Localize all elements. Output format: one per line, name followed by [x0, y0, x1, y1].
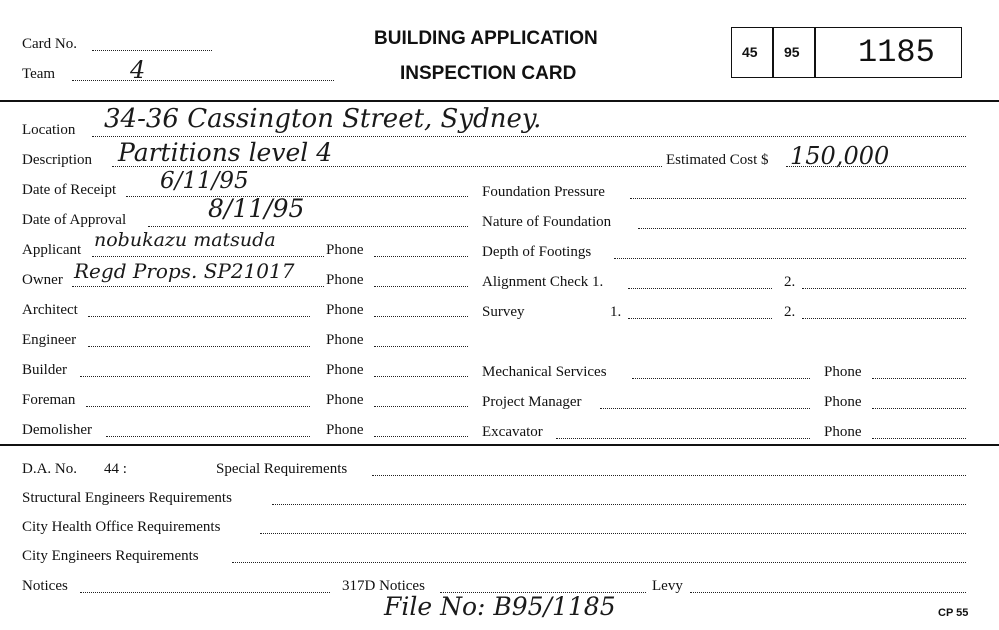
notices-317d-label: 317D Notices [342, 578, 425, 594]
da-no-value: 44 : [104, 461, 127, 477]
architect-phone-label: Phone [326, 302, 364, 318]
foreman-phone-line [374, 406, 468, 407]
demolisher-phone-label: Phone [326, 422, 364, 438]
owner-label: Owner [22, 272, 63, 288]
file-number: File No: B95/1185 [384, 592, 616, 621]
engineer-label: Engineer [22, 332, 77, 348]
demolisher-phone-line [374, 436, 468, 437]
header-rule [0, 100, 999, 102]
levy-label: Levy [652, 578, 683, 594]
engineer-phone-line [374, 346, 468, 347]
form-code: CP 55 [938, 607, 969, 619]
excavator-phone-label: Phone [824, 424, 862, 440]
mechanical-services-label: Mechanical Services [482, 364, 607, 380]
special-requirements-label: Special Requirements [216, 461, 348, 477]
mechanical-phone-line [872, 378, 966, 379]
survey-line-2 [802, 318, 966, 319]
date-receipt-value: 6/11/95 [160, 168, 249, 194]
alignment-check-line-1 [628, 288, 772, 289]
depth-footings-label: Depth of Footings [482, 244, 592, 260]
survey-2-label: 2. [784, 304, 796, 320]
owner-phone-label: Phone [326, 272, 364, 288]
owner-phone-line [374, 286, 468, 287]
team-line [72, 80, 334, 81]
estimated-cost-value: 150,000 [790, 142, 890, 170]
notices-line [80, 592, 330, 593]
owner-line [72, 286, 324, 287]
location-line [92, 136, 966, 137]
excavator-line [556, 438, 810, 439]
location-label: Location [22, 122, 76, 138]
reference-divider-2 [814, 27, 816, 78]
builder-phone-line [374, 376, 468, 377]
project-manager-phone-line [872, 408, 966, 409]
reference-code-b: 95 [784, 44, 800, 60]
foreman-label: Foreman [22, 392, 76, 408]
engineer-phone-label: Phone [326, 332, 364, 348]
health-requirements-line [260, 533, 966, 534]
estimated-cost-label: Estimated Cost $ [666, 152, 769, 168]
structural-requirements-label: Structural Engineers Requirements [22, 490, 232, 506]
applicant-value: nobukazu matsuda [94, 229, 276, 251]
foreman-line [86, 406, 310, 407]
applicant-label: Applicant [22, 242, 82, 258]
nature-foundation-label: Nature of Foundation [482, 214, 612, 230]
middle-rule [0, 444, 999, 446]
reference-code-a: 45 [742, 44, 758, 60]
excavator-label: Excavator [482, 424, 543, 440]
applicant-phone-label: Phone [326, 242, 364, 258]
alignment-check-2-label: 2. [784, 274, 796, 290]
foundation-pressure-line [630, 198, 966, 199]
foundation-pressure-label: Foundation Pressure [482, 184, 605, 200]
card-no-line [92, 50, 212, 51]
team-label: Team [22, 66, 56, 82]
title-line-1: BUILDING APPLICATION [374, 28, 598, 49]
excavator-phone-line [872, 438, 966, 439]
survey-label: Survey [482, 304, 525, 320]
project-manager-phone-label: Phone [824, 394, 862, 410]
foreman-phone-label: Phone [326, 392, 364, 408]
reference-number: 1185 [858, 34, 935, 71]
alignment-check-line-2 [802, 288, 966, 289]
location-value: 34-36 Cassington Street, Sydney. [104, 104, 542, 134]
depth-footings-line [614, 258, 966, 259]
survey-1-label: 1. [610, 304, 622, 320]
survey-line-1 [628, 318, 772, 319]
health-requirements-label: City Health Office Requirements [22, 519, 221, 535]
special-requirements-line [372, 475, 966, 476]
description-value: Partitions level 4 [118, 138, 333, 167]
mechanical-services-line [632, 378, 810, 379]
description-label: Description [22, 152, 92, 168]
date-approval-line [148, 226, 468, 227]
owner-value: Regd Props. SP21017 [74, 259, 295, 283]
nature-foundation-line [638, 228, 966, 229]
mechanical-phone-label: Phone [824, 364, 862, 380]
date-receipt-label: Date of Receipt [22, 182, 117, 198]
engineers-requirements-line [232, 562, 966, 563]
project-manager-label: Project Manager [482, 394, 582, 410]
structural-requirements-line [272, 504, 966, 505]
demolisher-label: Demolisher [22, 422, 92, 438]
architect-phone-line [374, 316, 468, 317]
team-value: 4 [130, 56, 146, 84]
date-approval-value: 8/11/95 [208, 194, 305, 223]
project-manager-line [600, 408, 810, 409]
engineers-requirements-label: City Engineers Requirements [22, 548, 199, 564]
reference-divider-1 [772, 27, 774, 78]
builder-phone-label: Phone [326, 362, 364, 378]
applicant-line [92, 256, 324, 257]
title-line-2: INSPECTION CARD [400, 63, 577, 84]
demolisher-line [106, 436, 310, 437]
date-approval-label: Date of Approval [22, 212, 127, 228]
engineer-line [88, 346, 310, 347]
builder-line [80, 376, 310, 377]
da-no-label: D.A. No. [22, 461, 77, 477]
notices-label: Notices [22, 578, 68, 594]
applicant-phone-line [374, 256, 468, 257]
card-no-label: Card No. [22, 36, 77, 52]
architect-line [88, 316, 310, 317]
builder-label: Builder [22, 362, 67, 378]
alignment-check-label: Alignment Check 1. [482, 274, 604, 290]
levy-line [690, 592, 966, 593]
architect-label: Architect [22, 302, 78, 318]
